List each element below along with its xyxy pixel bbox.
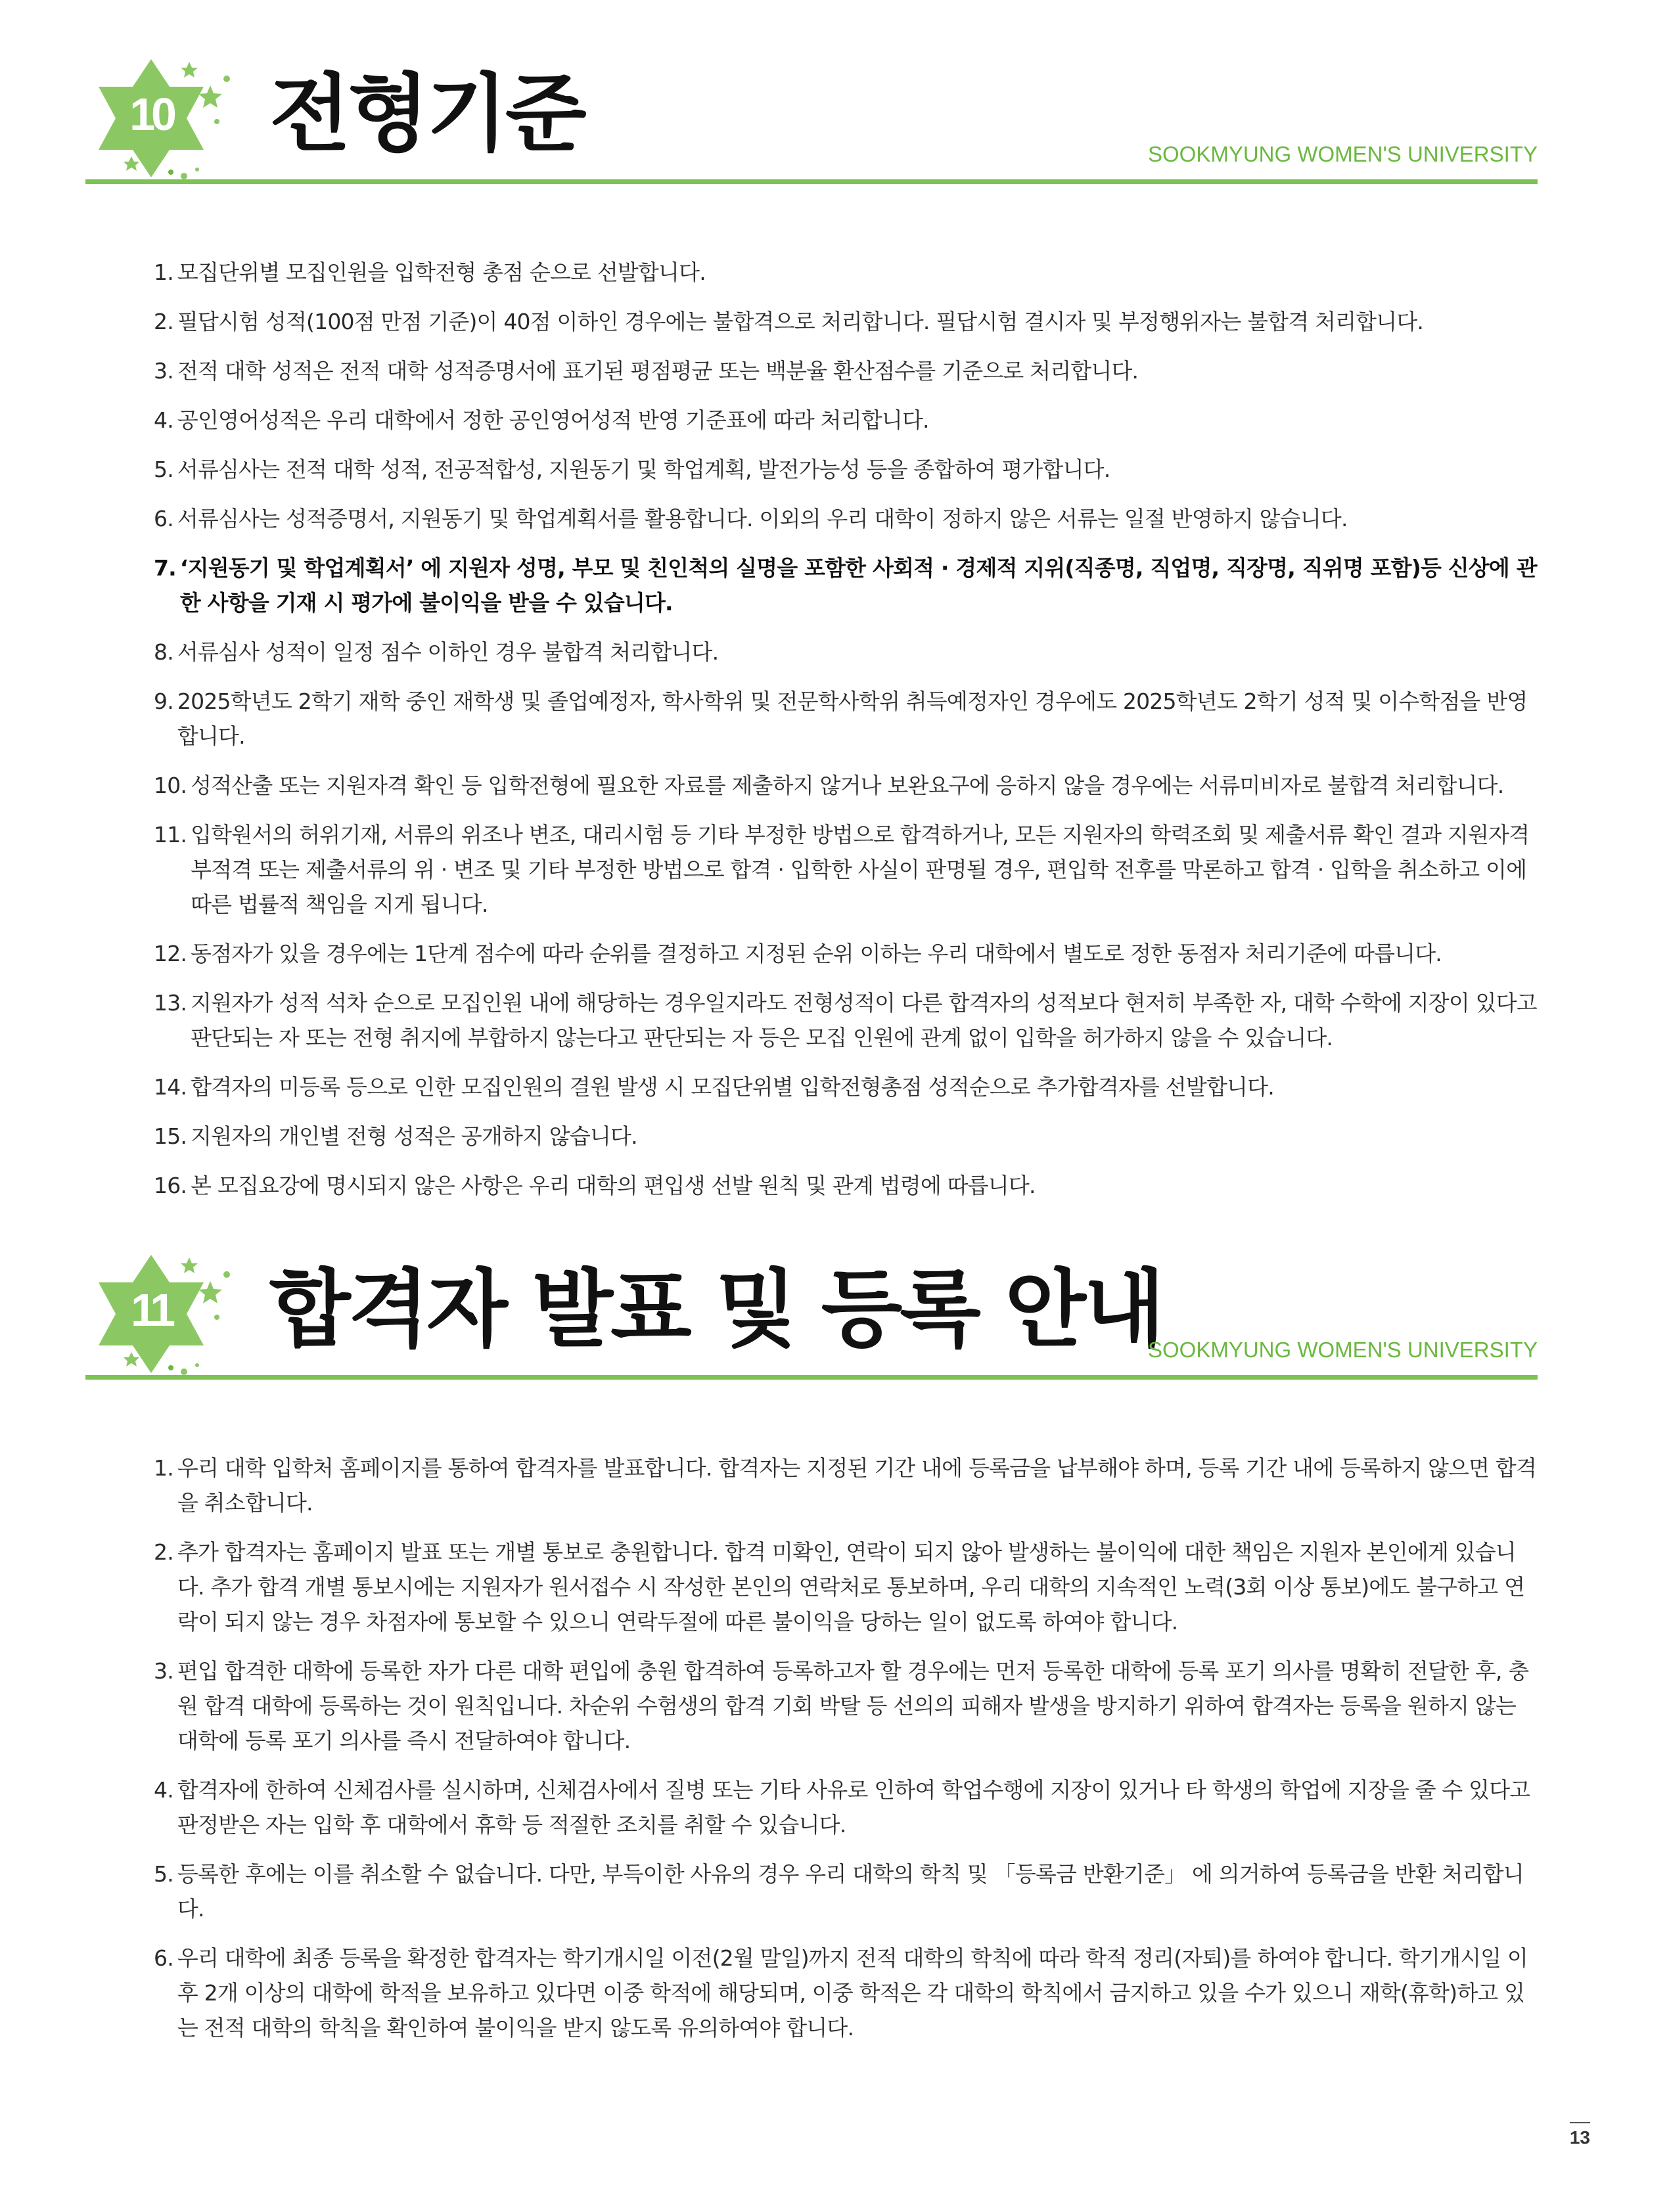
dot-icon [168, 169, 173, 175]
section-10-title: 전형기준 [269, 65, 584, 163]
dot-icon [181, 1368, 187, 1375]
list-item: 8. 서류심사 성적이 일정 점수 이하인 경우 불합격 처리합니다. [154, 639, 719, 665]
dot-icon [195, 168, 199, 171]
dot-icon [168, 1365, 173, 1370]
section-11-header [85, 1248, 1538, 1380]
dot-icon [223, 1271, 230, 1278]
list-item: 12. 동점자가 있을 경우에는 1단계 점수에 따라 순위를 결정하고 지정된 순위 이하는 우리 대학에서 별도로 정한 동점자 처리기준에 따릅니다. [154, 941, 1442, 966]
list-item: 1. 모집단위별 모집인원을 입학전형 총점 순으로 선발합니다. [154, 260, 706, 285]
section-11-number: 11 [131, 1284, 171, 1336]
list-item: 16. 본 모집요강에 명시되지 않은 사항은 우리 대학의 편입생 선발 원칙 및 관계 법령에 따릅니다. [154, 1173, 1036, 1198]
list-item: 7. ‘지원동기 및 학업계획서’ 에 지원자 성명, 부모 및 친인척의 실명을 포함한 사회적 · 경제적 지위(직종명, 직업명, 직장명, 직위명 포함)등 신상에 관한 사항을 기재 시 평가에 불이익을 받을 수 있습니다. [154, 555, 1537, 616]
section-divider [85, 179, 1538, 184]
list-item: 13. 지원자가 성적 석차 순으로 모집인원 내에 해당하는 경우일지라도 전형성적이 다른 합격자의 성적보다 현저히 부족한 자, 대학 수학에 지장이 있다고 판단되는 자 또는 전형 취지에 부합하지 않는다고 판단되는 자 등은 모집 인원에 관계 없이 입학을 허가하지 않을 수 있습니다. [154, 990, 1537, 1050]
section-divider [85, 1375, 1538, 1380]
list-item: 10. 성적산출 또는 지원자격 확인 등 입학전형에 필요한 자료를 제출하지 않거나 보완요구에 응하지 않을 경우에는 서류미비자로 불합격 처리합니다. [154, 773, 1504, 798]
sparkle-icon [124, 1352, 139, 1366]
dot-icon [214, 119, 219, 124]
list-item: 5. 서류심사는 전적 대학 성적, 전공적합성, 지원동기 및 학업계획, 발전가능성 등을 종합하여 평가합니다. [154, 457, 1110, 482]
list-item: 9. 2025학년도 2학기 재학 중인 재학생 및 졸업예정자, 학사학위 및 전문학사학위 취득예정자인 경우에도 2025학년도 2학기 성적 및 이수학점을 반영합니다. [154, 688, 1528, 749]
list-item: 14. 합격자의 미등록 등으로 인한 모집인원의 결원 발생 시 모집단위별 입학전형총점 성적순으로 추가합격자를 선발합니다. [154, 1074, 1274, 1100]
university-name: SOOKMYUNG WOMEN'S UNIVERSITY [1147, 142, 1538, 166]
list-item: 3. 전적 대학 성적은 전적 대학 성적증명서에 표기된 평점평균 또는 백분율 환산점수를 기준으로 처리합니다. [154, 358, 1139, 384]
section-10-header [85, 53, 1538, 184]
section-11-badge [85, 1248, 237, 1380]
dot-icon [181, 173, 187, 179]
list-item: 6. 우리 대학에 최종 등록을 확정한 합격자는 학기개시일 이전(2월 말일)까지 전적 대학의 학칙에 따라 학적 정리(자퇴)를 하여야 합니다. 학기개시일 이후 2개 이상의 대학에 학적을 보유하고 있다면 이중 학적에 해당되며, 이중 학적은 각 대학의 학칙에서 금지하고 있을 수가 있으니 재학(휴학)하고 있는 전적 대학의 학칙을 확인하여 불이익을 받지 않도록 유의하여야 합니다. [154, 1945, 1528, 2041]
sparkle-icon [181, 1257, 198, 1273]
list-item: 2. 추가 합격자는 홈페이지 발표 또는 개별 통보로 충원합니다. 합격 미확인, 연락이 되지 않아 발생하는 불이익에 대한 책임은 지원자 본인에게 있습니다. 추가 합격 개별 통보시에는 지원자가 원서접수 시 작성한 본인의 연락처로 통보하며, 우리 대학의 지속적인 노력(3회 이상 통보)에도 불구하고 연락이 되지 않는 경우 차점자에 통보할 수 있으니 연락두절에 따른 불이익을 당하는 일이 없도록 하여야 합니다. [154, 1539, 1525, 1635]
university-name: SOOKMYUNG WOMEN'S UNIVERSITY [1147, 1338, 1538, 1362]
section-10-badge [85, 53, 237, 184]
list-item: 4. 합격자에 한하여 신체검사를 실시하며, 신체검사에서 질병 또는 기타 사유로 인하여 학업수행에 지장이 있거나 타 학생의 학업에 지장을 줄 수 있다고 판정받은 자는 입학 후 대학에서 휴학 등 적절한 조치를 취할 수 있습니다. [154, 1777, 1530, 1838]
page-number: 13 [1570, 2122, 1590, 2148]
list-item: 4. 공인영어성적은 우리 대학에서 정한 공인영어성적 반영 기준표에 따라 처리합니다. [154, 407, 929, 433]
list-item: 6. 서류심사는 성적증명서, 지원동기 및 학업계획서를 활용합니다. 이외의 우리 대학이 정하지 않은 서류는 일절 반영하지 않습니다. [154, 506, 1348, 531]
dot-icon [214, 1315, 219, 1320]
list-item: 11. 입학원서의 허위기재, 서류의 위조나 변조, 대리시험 등 기타 부정한 방법으로 합격하거나, 모든 지원자의 학력조회 및 제출서류 확인 결과 지원자격 부적격 또는 제출서류의 위 · 변조 및 기타 부정한 방법으로 합격 · 입학한 사실이 판명될 경우, 편입학 전후를 막론하고 합격 · 입학을 취소하고 이에 따른 법률적 책임을 지게 됩니다. [154, 822, 1530, 917]
list-item: 1. 우리 대학 입학처 홈페이지를 통하여 합격자를 발표합니다. 합격자는 지정된 기간 내에 등록금을 납부해야 하며, 등록 기간 내에 등록하지 않으면 합격을 취소합니다. [154, 1455, 1537, 1516]
section-10-number: 10 [129, 89, 173, 140]
dot-icon [195, 1363, 199, 1367]
selection-criteria-list [154, 255, 1538, 1203]
list-item: 5. 등록한 후에는 이를 취소할 수 없습니다. 다만, 부득이한 사유의 경우 우리 대학의 학칙 및 「등록금 반환기준」 에 의거하여 등록금을 반환 처리합니다. [154, 1861, 1524, 1922]
list-item: 15. 지원자의 개인별 전형 성적은 공개하지 않습니다. [154, 1123, 637, 1149]
dot-icon [223, 76, 230, 82]
sparkle-icon [124, 156, 139, 171]
list-item: 2. 필답시험 성적(100점 만점 기준)이 40점 이하인 경우에는 불합격으로 처리합니다. 필답시험 결시자 및 부정행위자는 불합격 처리합니다. [154, 309, 1424, 334]
sparkle-icon [181, 62, 198, 78]
list-item: 3. 편입 합격한 대학에 등록한 자가 다른 대학 편입에 충원 합격하여 등록하고자 할 경우에는 먼저 등록한 대학에 등록 포기 의사를 명확히 전달한 후, 충원 합격 대학에 등록하는 것이 원칙입니다. 차순위 수험생의 합격 기회 박탈 등 선의의 피해자 발생을 방지하기 위하여 합격자는 등록을 원하지 않는 대학에 등록 포기 의사를 즉시 전달하여야 합니다. [154, 1658, 1529, 1753]
section-11-title: 합격자 발표 및 등록 안내 [269, 1261, 1162, 1359]
announcement-registration-list [154, 1451, 1538, 2045]
